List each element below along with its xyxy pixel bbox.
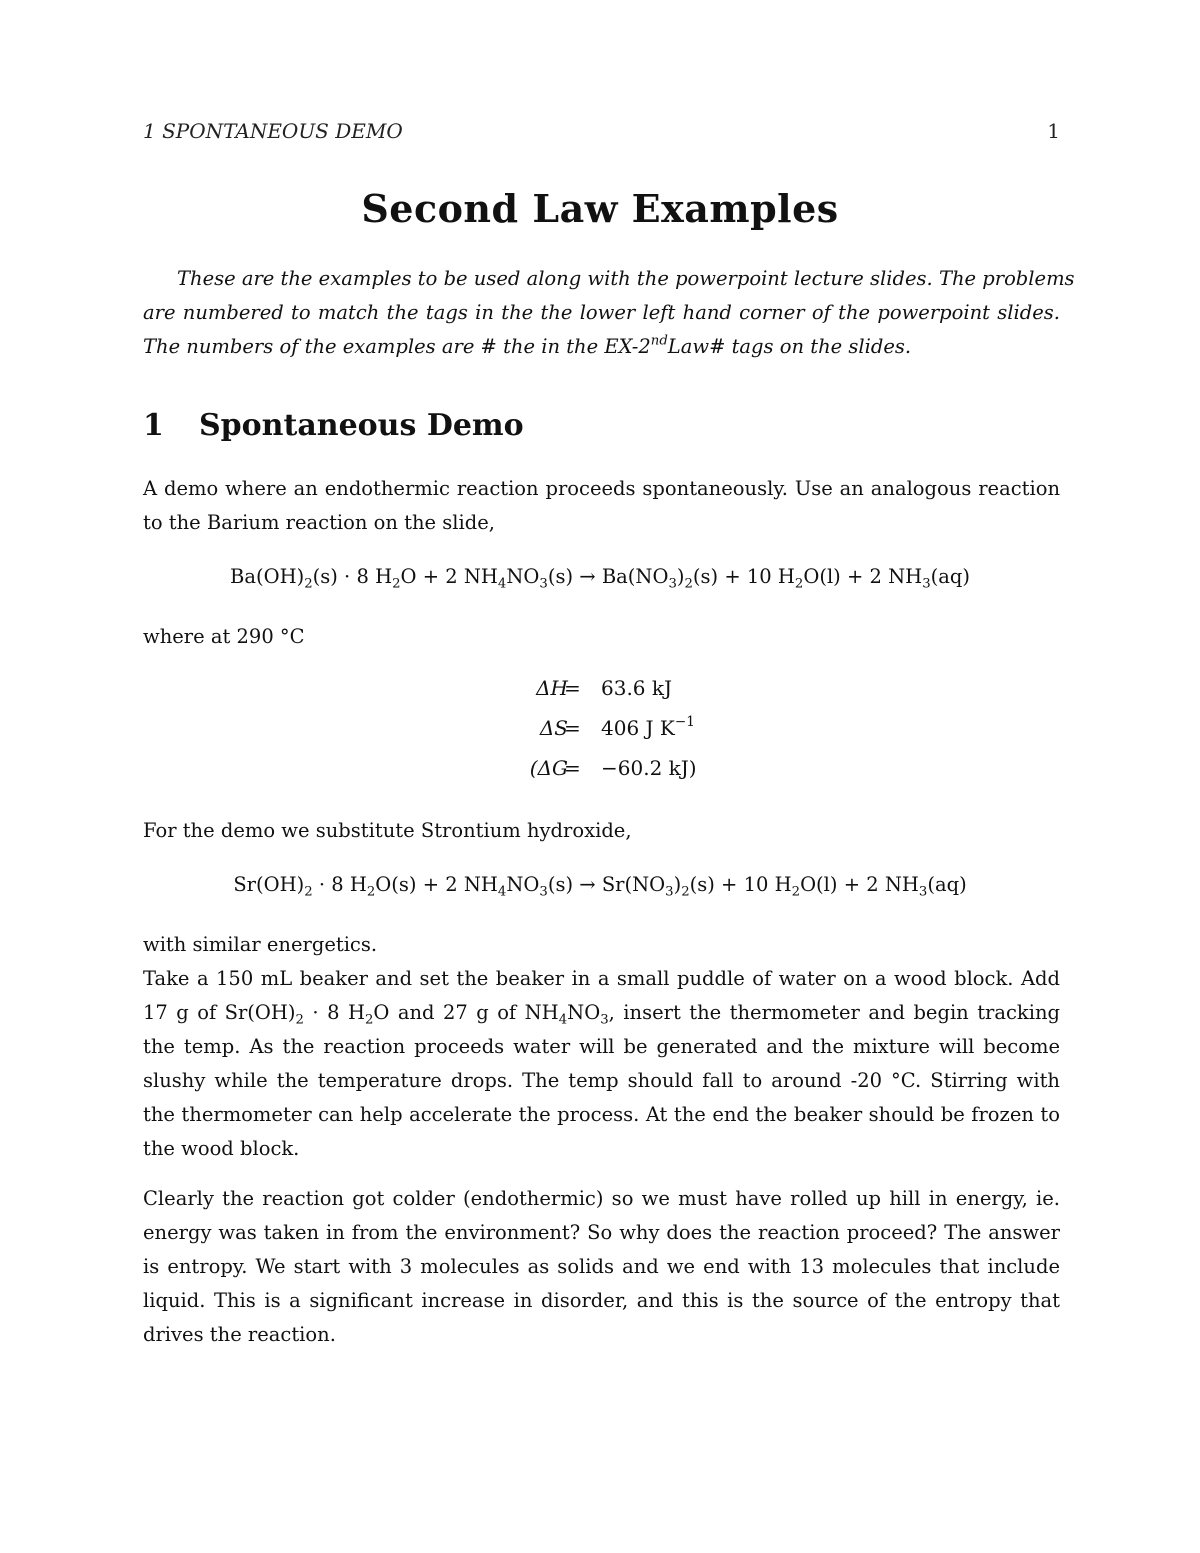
section-title: Spontaneous Demo xyxy=(199,408,524,443)
paragraph-line: A demo where an endothermic reaction proceeds spontaneously. Use an analogous reaction xyxy=(143,477,1060,500)
abstract-line: are numbered to match the tags in the the lower left hand corner of the powerpoint slides. xyxy=(143,301,1060,324)
abstract-line: The numbers of the examples are # the in the EX-2ndLaw# tags on the slides. xyxy=(143,333,912,358)
paragraph-line: the thermometer can help accelerate the process. At the end the beaker should be frozen to xyxy=(143,1103,1060,1126)
paragraph-line: Clearly the reaction got colder (endothermic) so we must have rolled up hill in energy, ie. xyxy=(143,1187,1060,1210)
entropy-row xyxy=(460,716,760,756)
equals-sign: = xyxy=(564,676,581,700)
paragraph-line: slushy while the temperature drops. The temp should fall to around -20 °C. Stirring with xyxy=(143,1069,1060,1092)
barium-reaction-equation: $Ba(OH)_2(s) \cdot 8$ $H_2O + 2$ $NH_4NO_3(s) \to Ba(NO_3)_2(s) + 10$ $H_2O(l) + 2$ $NH_3(aq)$ xyxy=(230,565,970,592)
procedure-paragraph xyxy=(143,928,1060,1166)
enthalpy-symbol: ΔH xyxy=(536,676,568,700)
equals-sign: = xyxy=(564,756,581,780)
abstract xyxy=(143,262,1075,364)
gibbs-value: −60.2 kJ) xyxy=(601,756,697,780)
strontium-reaction-equation: $Sr(OH)_2 \cdot 8$ $H_2O(s) + 2$ $NH_4NO_3(s) \to Sr(NO_3)_2(s) + 10$ $H_2O(l) + 2$ $NH_3(aq)$ xyxy=(233,873,967,900)
paragraph-line: drives the reaction. xyxy=(143,1323,336,1346)
gibbs-row xyxy=(460,756,760,796)
entropy-value: 406 J $K^{-1}$ xyxy=(601,714,695,740)
abstract-line: These are the examples to be used along with the powerpoint lecture slides. The problems xyxy=(177,267,1075,290)
paragraph-line: the wood block. xyxy=(143,1137,300,1160)
thermodynamic-values xyxy=(460,676,760,796)
paragraph-line: to the Barium reaction on the slide, xyxy=(143,511,495,534)
intro-paragraph xyxy=(143,472,1060,540)
where-line: where at 290 °C xyxy=(143,625,305,648)
paragraph-line: energy was taken in from the environment? So why does the reaction proceed? The answer xyxy=(143,1221,1060,1244)
substitute-line: For the demo we substitute Strontium hydroxide, xyxy=(143,819,632,842)
section-heading xyxy=(143,408,524,443)
paragraph-line: liquid. This is a significant increase in disorder, and this is the source of the entropy that xyxy=(143,1289,1060,1312)
paragraph-line: Take a 150 mL beaker and set the beaker in a small puddle of water on a wood block. Add xyxy=(143,967,1060,990)
entropy-symbol: ΔS xyxy=(539,716,568,740)
enthalpy-row xyxy=(460,676,760,716)
paragraph-line: is entropy. We start with 3 molecules as solids and we end with 13 molecules that include xyxy=(143,1255,1060,1278)
section-number: 1 xyxy=(143,408,164,443)
document-title: Second Law Examples xyxy=(361,186,839,231)
equals-sign: = xyxy=(564,716,581,740)
page-number: 1 xyxy=(1047,119,1060,143)
enthalpy-value: 63.6 kJ xyxy=(601,676,673,700)
gibbs-symbol: (ΔG xyxy=(529,756,568,780)
conclusion-paragraph xyxy=(143,1182,1060,1352)
paragraph-line: with similar energetics. xyxy=(143,933,378,956)
running-header xyxy=(143,119,1060,147)
running-header-section: 1 SPONTANEOUS DEMO xyxy=(143,119,403,143)
paragraph-line: 17 g of $Sr(OH)_2 \cdot 8$ $H_2O$ and 27 g of $NH_4NO_3$, insert the thermometer and begin tracking xyxy=(143,1001,1060,1028)
paragraph-line: the temp. As the reaction proceeds water will be generated and the mixture will become xyxy=(143,1035,1060,1058)
